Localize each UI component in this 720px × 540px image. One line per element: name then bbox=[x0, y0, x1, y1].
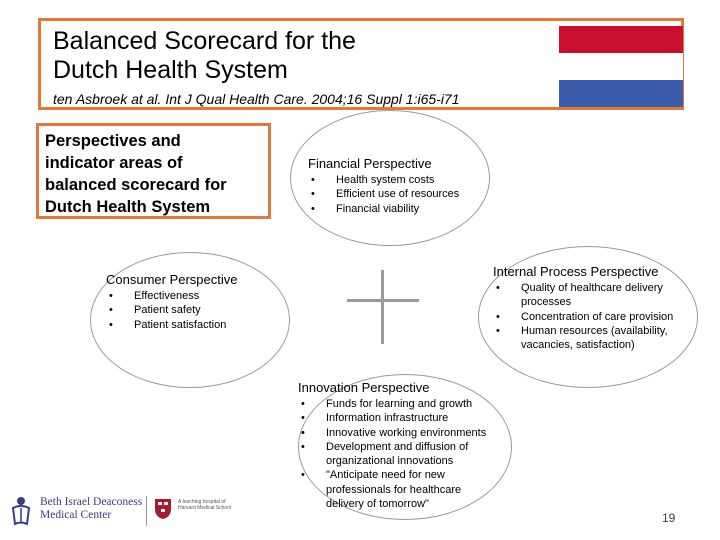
innovation-item: • Development and diffusion of organizational innovations bbox=[298, 440, 498, 469]
innovation-title: Innovation Perspective bbox=[298, 380, 430, 395]
intro-line-4: Dutch Health System bbox=[45, 198, 211, 216]
title-line-1: Balanced Scorecard for the bbox=[53, 27, 356, 55]
innovation-item: • "Anticipate need for new professionals for healthcare delivery of tomorrow" bbox=[298, 468, 476, 511]
consumer-list bbox=[106, 289, 286, 332]
consumer-title: Consumer Perspective bbox=[106, 272, 238, 287]
affiliation-line-1: A teaching hospital of bbox=[178, 499, 226, 505]
slide-title bbox=[53, 27, 356, 85]
financial-item: • Efficient use of resources bbox=[308, 187, 488, 201]
innovation-item: • Information infrastructure bbox=[298, 411, 498, 425]
consumer-item: • Patient satisfaction bbox=[106, 318, 286, 332]
consumer-perspective bbox=[106, 272, 286, 332]
internal-list bbox=[493, 281, 693, 352]
intro-line-1: Perspectives and bbox=[45, 132, 181, 150]
internal-title: Internal Process Perspective bbox=[493, 264, 659, 279]
financial-list bbox=[308, 173, 488, 216]
logo-divider bbox=[146, 496, 147, 526]
innovation-perspective bbox=[298, 380, 513, 511]
internal-item: • Concentration of care provision bbox=[493, 310, 693, 324]
bidmc-logo-text bbox=[40, 496, 142, 522]
logo-line-2: Medical Center bbox=[40, 509, 112, 521]
consumer-item: • Patient safety bbox=[106, 303, 286, 317]
financial-perspective bbox=[308, 156, 488, 216]
intro-line-3: balanced scorecard for bbox=[45, 176, 227, 194]
title-box bbox=[38, 18, 684, 110]
bidmc-logo bbox=[8, 494, 268, 534]
citation: ten Asbroek at al. Int J Qual Health Care. 2004;16 Suppl 1:i65-i71 bbox=[53, 91, 460, 107]
internal-item: • Human resources (availability, vacancies, satisfaction) bbox=[493, 324, 693, 353]
financial-title: Financial Perspective bbox=[308, 156, 432, 171]
flag-stripe-white bbox=[559, 53, 683, 80]
page-number: 19 bbox=[662, 511, 676, 525]
intro-text bbox=[45, 130, 227, 218]
internal-perspective bbox=[493, 264, 693, 352]
bidmc-logo-icon bbox=[8, 494, 34, 526]
financial-item: • Health system costs bbox=[308, 173, 488, 187]
cross-horizontal bbox=[347, 299, 419, 302]
title-line-2: Dutch Health System bbox=[53, 56, 288, 84]
internal-item: • Quality of healthcare delivery processes bbox=[493, 281, 693, 310]
flag-stripe-red bbox=[559, 26, 683, 53]
harvard-shield-icon bbox=[154, 498, 172, 520]
flag-stripe-blue bbox=[559, 80, 683, 107]
affiliation-line-2: Harvard Medical School bbox=[178, 505, 232, 511]
harvard-affiliation-text bbox=[178, 499, 231, 511]
innovation-list bbox=[298, 397, 498, 511]
financial-item: • Financial viability bbox=[308, 202, 488, 216]
netherlands-flag-icon bbox=[559, 26, 683, 107]
consumer-item: • Effectiveness bbox=[106, 289, 286, 303]
intro-line-2: indicator areas of bbox=[45, 154, 183, 172]
innovation-item: • Funds for learning and growth bbox=[298, 397, 498, 411]
cross-vertical bbox=[381, 270, 384, 344]
innovation-item: • Innovative working environments bbox=[298, 426, 498, 440]
intro-box bbox=[36, 123, 271, 219]
logo-line-1: Beth Israel Deaconess bbox=[40, 496, 143, 508]
